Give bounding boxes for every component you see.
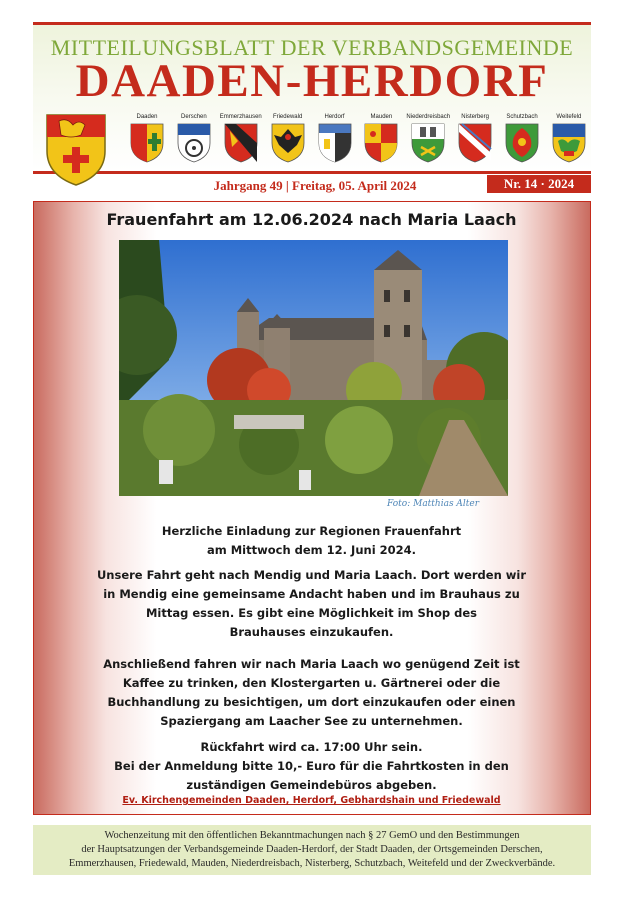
article-box	[33, 201, 591, 815]
crest-derschen	[175, 113, 213, 163]
nisterberg-crest-icon	[458, 123, 492, 163]
crest-name: Herdorf	[324, 114, 345, 120]
crest-name: Schutzbach	[506, 114, 538, 120]
crest-name: Weitefeld	[556, 114, 582, 120]
crest-niederdreisbach	[406, 113, 451, 163]
issue-number-badge: Nr. 14 · 2024	[487, 175, 591, 193]
masthead-title: DAADEN-HERDORF	[75, 55, 549, 107]
text-line: Unsere Fahrt geht nach Mendig und Maria Laach. Dort werden wir	[96, 568, 527, 582]
masthead-subtitle: MITTEILUNGSBLATT DER VERBANDSGEMEINDE	[50, 35, 574, 60]
invitation-paragraph	[74, 522, 549, 560]
text-line: Rückfahrt wird ca. 17:00 Uhr sein.	[200, 740, 423, 754]
crest-name: Friedewald	[272, 114, 303, 120]
niederdreisbach-crest-icon	[411, 123, 445, 163]
text-line: in Mendig eine gemeinsame Andacht haben und im Brauhaus zu	[103, 587, 520, 601]
photo-credit: Foto: Matthias Alter	[387, 499, 480, 509]
crest-name: Derschen	[181, 114, 207, 120]
text-line: am Mittwoch dem 12. Juni 2024.	[206, 543, 417, 557]
footer-line: Wochenzeitung mit den öffentlichen Bekanntmachungen nach § 27 GemO und den Bestimmungen	[104, 830, 520, 841]
text-line: Herzliche Einladung zur Regionen Frauenfahrt	[161, 524, 462, 538]
crest-name: Emmerzhausen	[219, 114, 262, 120]
maria-laach-abbey-photo	[119, 240, 508, 496]
emmerzhausen-crest-icon	[224, 123, 258, 163]
issue-date-line: Jahrgang 49 | Freitag, 05. April 2024	[213, 178, 417, 193]
crest-name: Nisterberg	[461, 114, 489, 120]
municipality-crests	[128, 113, 588, 163]
daaden-crest-icon	[130, 123, 164, 163]
crest-name: Daaden	[136, 114, 158, 120]
crest-daaden	[128, 113, 166, 163]
text-line: Anschließend fahren wir nach Maria Laach wo genügend Zeit ist	[103, 657, 520, 671]
herdorf-crest-icon	[318, 123, 352, 163]
crest-friedewald	[269, 113, 307, 163]
text-line: Brauhauses einzukaufen.	[229, 625, 394, 639]
crest-schutzbach	[503, 113, 541, 163]
return-info-paragraph	[74, 738, 549, 795]
crest-mauden	[362, 113, 400, 163]
maria-laach-paragraph	[74, 655, 549, 731]
weitefeld-crest-icon	[552, 123, 586, 163]
daaden-herdorf-coat-of-arms-icon	[45, 113, 107, 187]
crest-nisterberg	[456, 113, 494, 163]
footer-line: der Hauptsatzungen der Verbandsgemeinde Daaden-Herdorf, der Stadt Daaden, der Ortsgemeinden Derschen,	[81, 844, 543, 855]
text-line: Bei der Anmeldung bitte 10,- Euro für die Fahrtkosten in den	[114, 759, 509, 773]
text-line: Mittag essen. Es gibt eine Möglichkeit im Shop des	[145, 606, 478, 620]
text-line: Buchhandlung zu besichtigen, um dort einzukaufen oder einen	[107, 695, 516, 709]
article-signoff: Ev. Kirchengemeinden Daaden, Herdorf, Gebhardshain und Friedewald	[122, 795, 501, 806]
footer-line: Emmerzhausen, Friedewald, Mauden, Niederdreisbach, Nisterberg, Schutzbach, Weitefeld und der Zweckverbände.	[68, 858, 556, 869]
crest-name: Niederdreisbach	[406, 114, 451, 120]
text-line: Kaffee zu trinken, den Klostergarten u. Gärtnerei oder die	[122, 676, 501, 690]
friedewald-crest-icon	[271, 123, 305, 163]
trip-description-paragraph	[74, 566, 549, 642]
schutzbach-crest-icon	[505, 123, 539, 163]
mauden-crest-icon	[364, 123, 398, 163]
footer-legal-notice	[33, 825, 591, 875]
derschen-crest-icon	[177, 123, 211, 163]
masthead	[33, 22, 591, 174]
text-line: zuständigen Gemeindebüros abgeben.	[186, 778, 437, 792]
crest-weitefeld	[550, 113, 588, 163]
crest-emmerzhausen	[219, 113, 262, 163]
article-title: Frauenfahrt am 12.06.2024 nach Maria Laach	[106, 210, 517, 229]
crest-name: Mauden	[370, 114, 393, 120]
text-line: Spaziergang am Laacher See zu unternehmen.	[160, 714, 463, 728]
crest-herdorf	[316, 113, 354, 163]
